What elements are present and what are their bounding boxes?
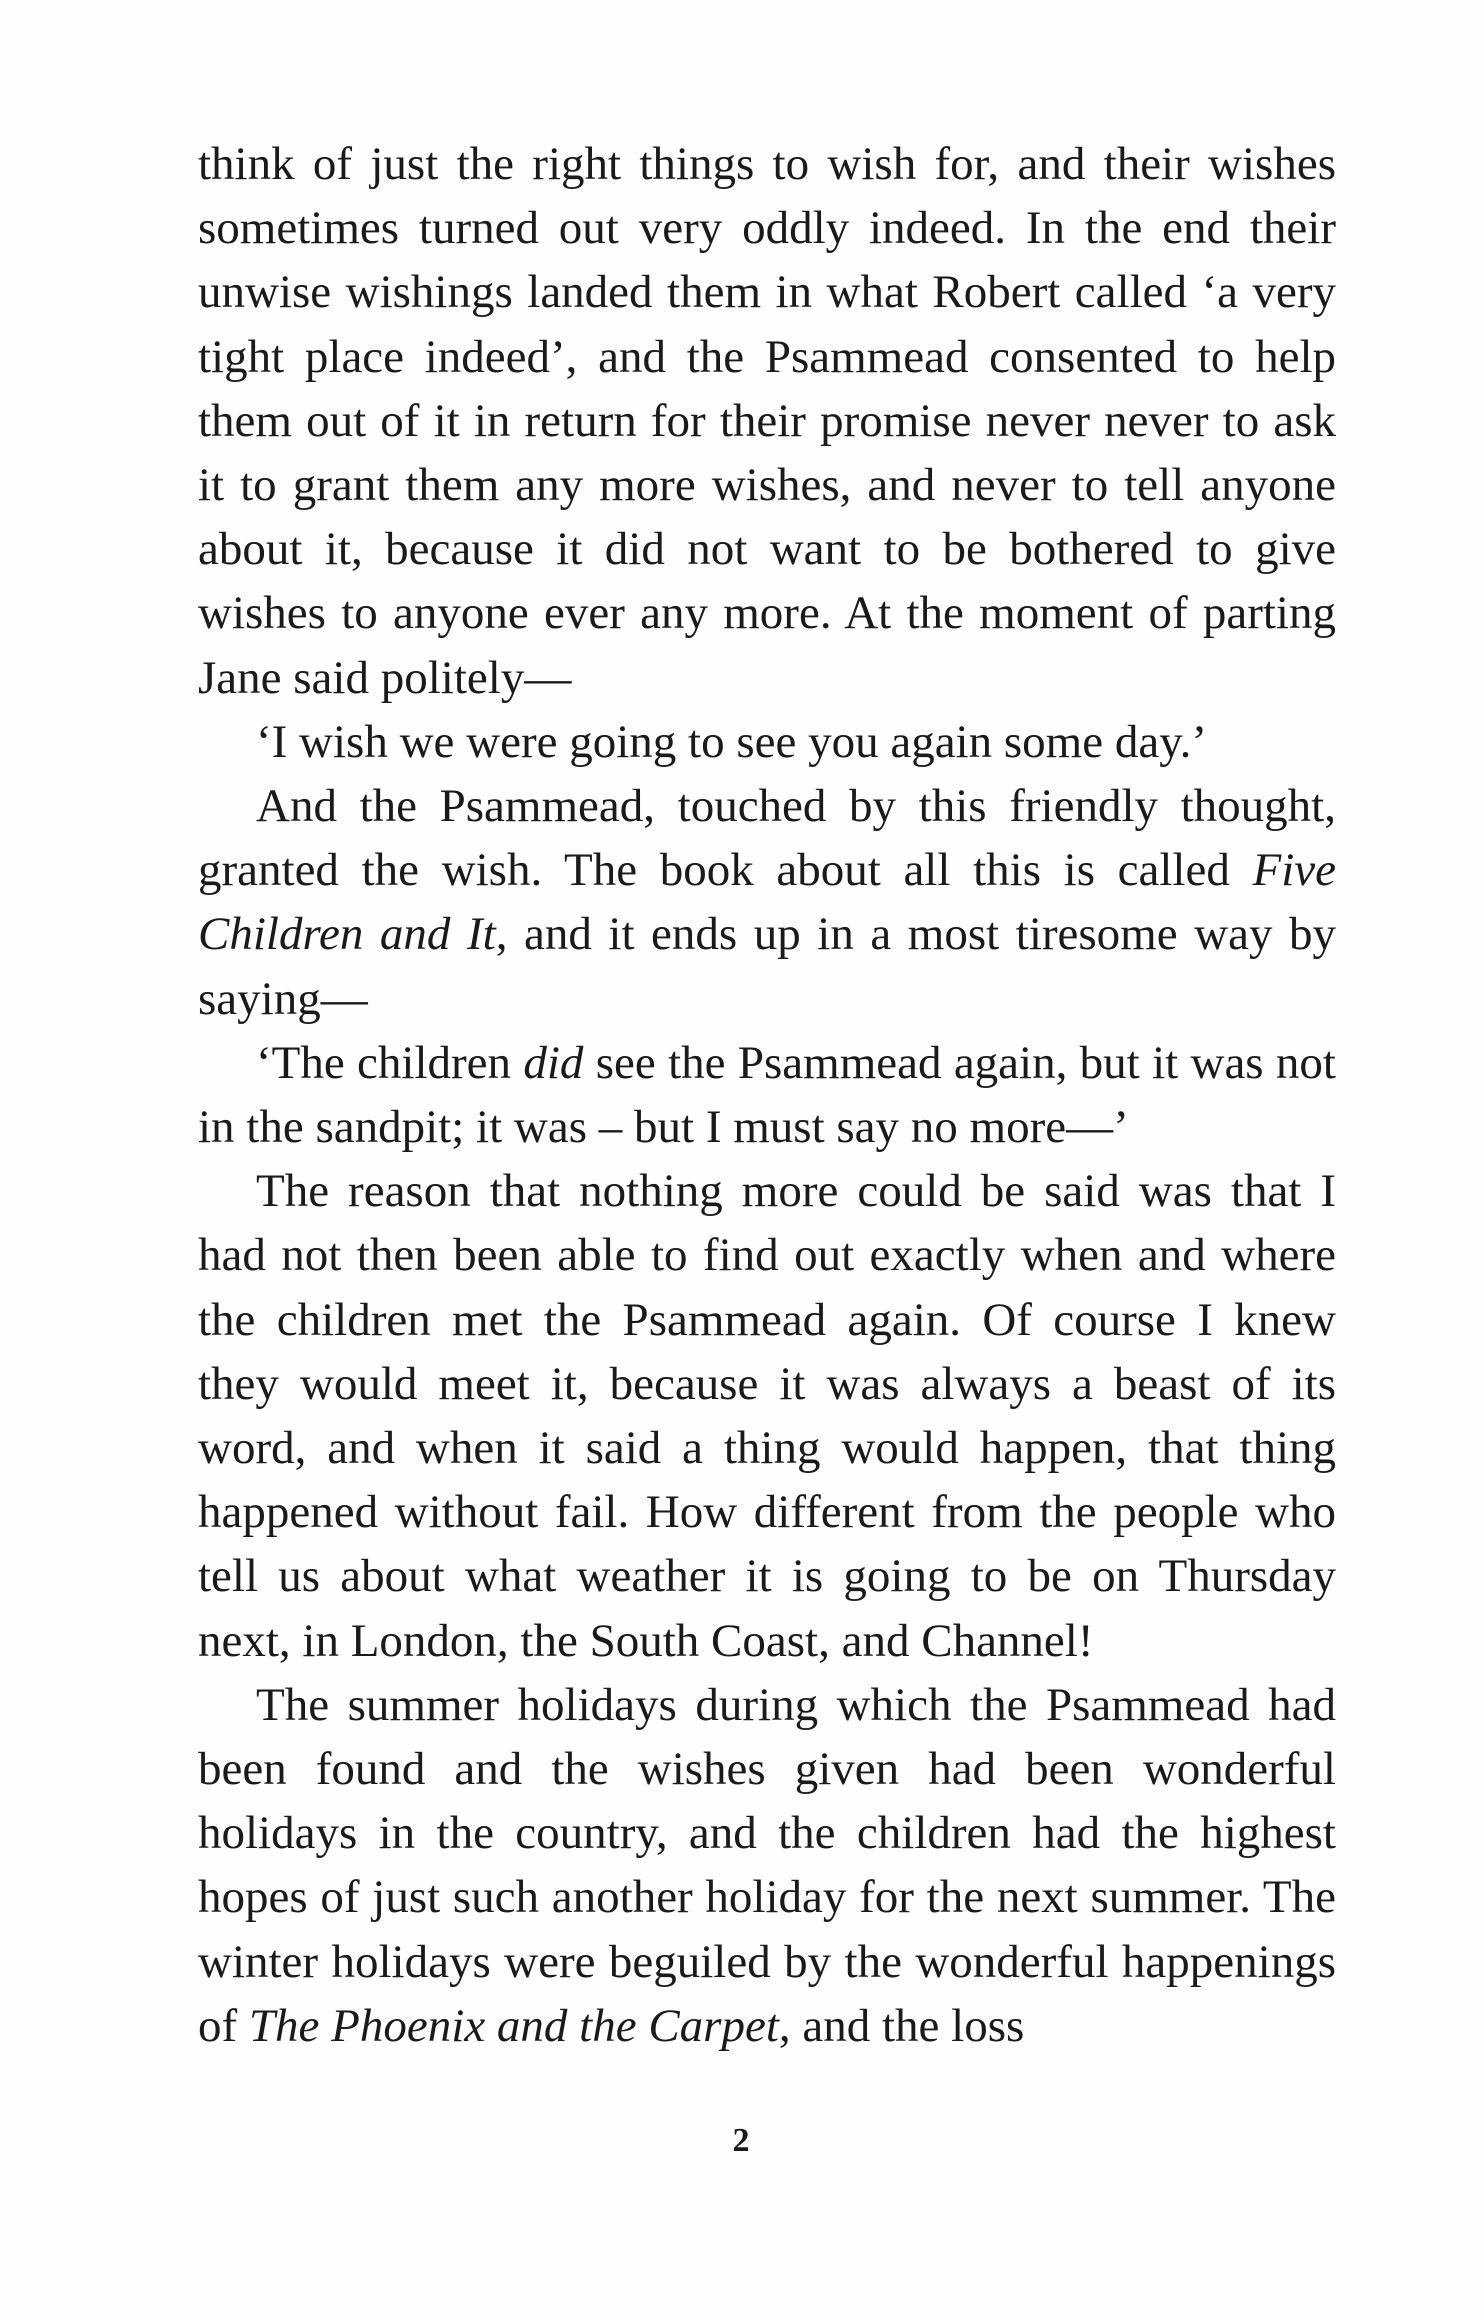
paragraph-text: , and the loss — [778, 1999, 1025, 2052]
paragraph-text: see the Psammead again, but it was not in the sandpit; it was – but I must say no more—’ — [198, 1036, 1336, 1154]
italic-title-text: The Phoenix and the Carpet — [248, 1999, 779, 2052]
paragraph-text: The reason that nothing more could be said was that I had not then been able to find out exactly when and where the children met the Psammead again. Of course I knew they would meet it, because it was always a beast of its word, and when it said a thing would happen, that thing happened without fail. How different from the people who tell us about what weather it is going to be on Thursday next, in London, the South Coast, and Channel! — [198, 1165, 1336, 1667]
paragraph — [198, 710, 1336, 774]
paragraph — [198, 1673, 1336, 2058]
paragraph-text: , and it ends up in a most tiresome way by saying— — [198, 908, 1336, 1025]
paragraph — [198, 132, 1336, 710]
body-text — [198, 132, 1336, 2058]
paragraph-text: ‘I wish we were going to see you again some day.’ — [256, 715, 1208, 768]
page-number: 2 — [732, 2122, 750, 2159]
italic-title-text: did — [523, 1036, 584, 1089]
paragraph — [198, 1159, 1336, 1673]
paragraph-text: think of just the right things to wish for, and their wishes sometimes turned out very oddly indeed. In the end their unwise wishings landed them in what Robert called ‘a very tight place indeed’, and the Psammead consented to help them out of it in return for their promise never never to ask it to grant them any more wishes, and never to tell anyone about it, because it did not want to be bothered to give wishes to anyone ever any more. At the moment of parting Jane said politely— — [198, 138, 1336, 704]
paragraph-text: ‘The children — [256, 1036, 524, 1089]
italic-title-text: Five Children and It — [198, 844, 1336, 961]
paragraph-text: And the Psammead, touched by this friendly thought, granted the wish. The book about all this is called — [198, 780, 1336, 897]
paragraph-text: The summer holidays during which the Psammead had been found and the wishes given had been wonderful holidays in the country, and the children had the highest hopes of just such another holiday for the next summer. The winter holidays were beguiled by the wonderful happenings of — [198, 1678, 1336, 2052]
paragraph — [198, 1031, 1336, 1159]
paragraph — [198, 774, 1336, 1031]
